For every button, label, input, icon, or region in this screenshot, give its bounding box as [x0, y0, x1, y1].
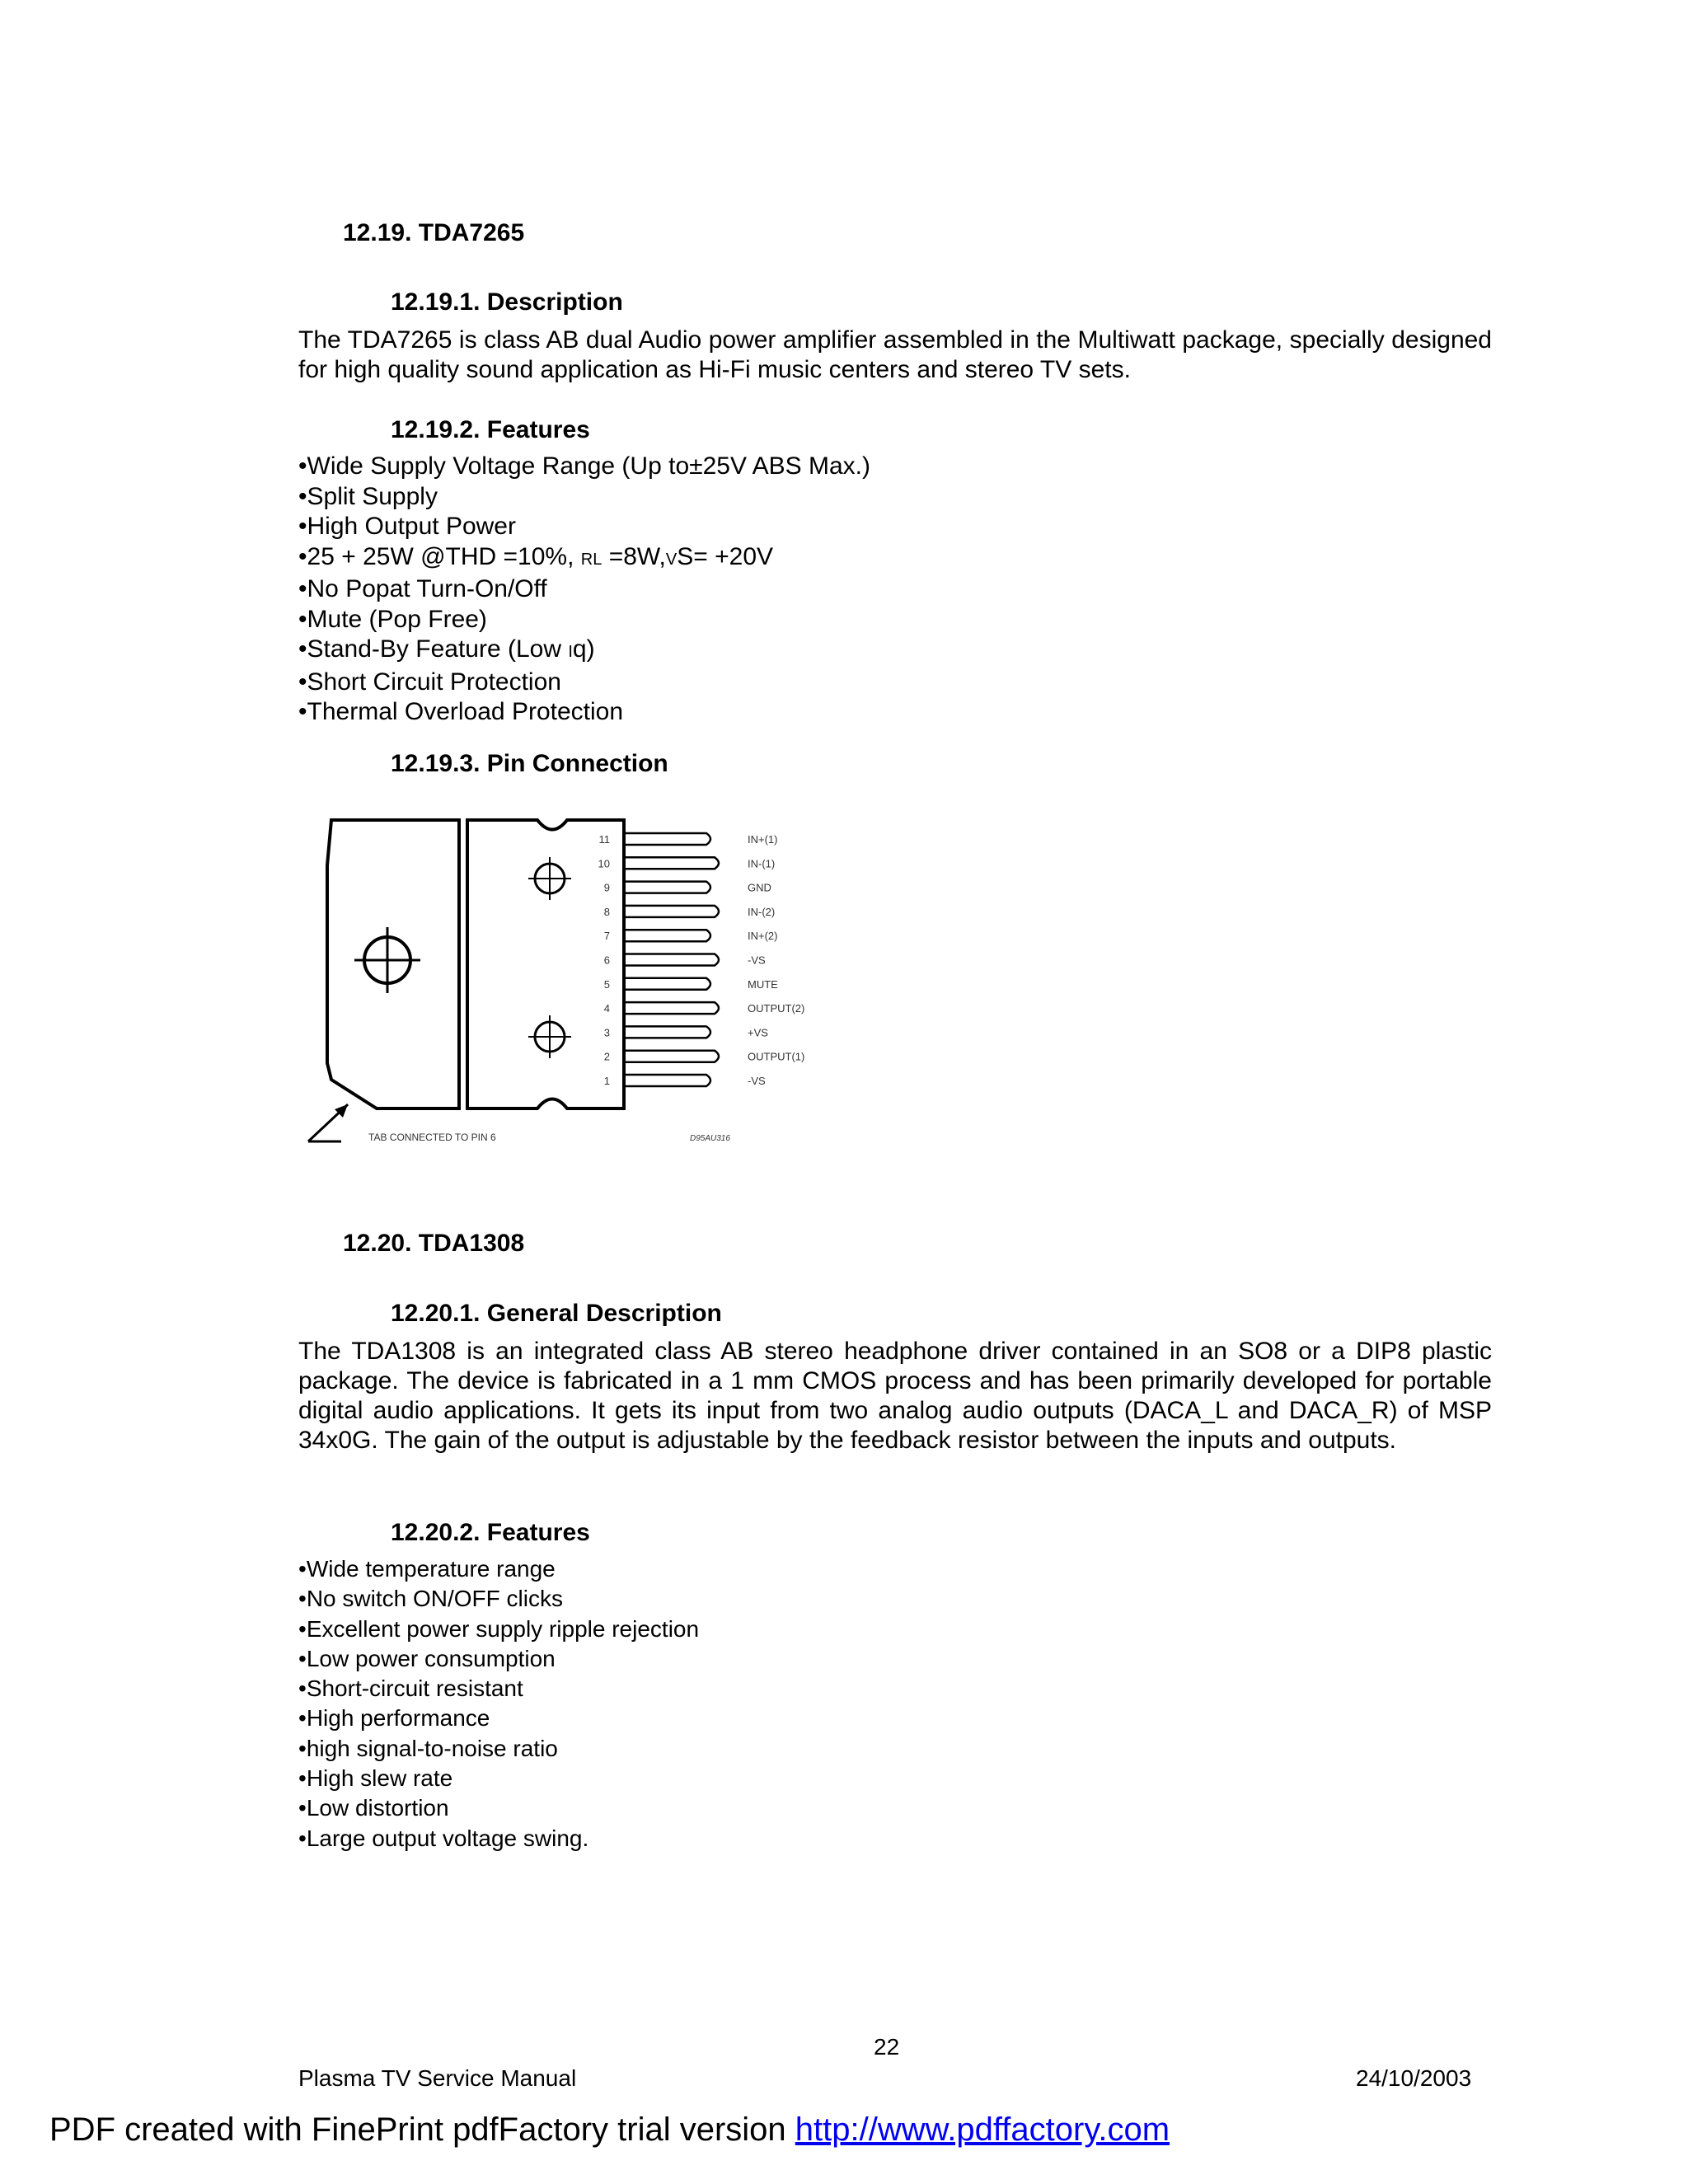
- pin-label: IN+(1): [748, 833, 778, 846]
- page-number: 22: [874, 2034, 900, 2060]
- tab-arrow-icon: [308, 1104, 348, 1141]
- description-heading: 12.19.1. Description: [391, 288, 623, 316]
- body-hole-bottom-icon: [528, 1015, 571, 1058]
- pin-row: [599, 833, 778, 846]
- pin-number: 7: [603, 930, 610, 943]
- list-item: • Short-circuit resistant: [298, 1674, 699, 1704]
- pin-lead: [624, 833, 710, 845]
- pin-label: OUTPUT(1): [748, 1050, 805, 1063]
- list-item: • Low power consumption: [298, 1644, 699, 1674]
- pin-row: [604, 906, 775, 918]
- pin-lead: [624, 930, 710, 941]
- pin-connection-diagram: [298, 816, 842, 1154]
- list-item: • Wide Supply Voltage Range (Up to±25V ABS Max.): [298, 452, 870, 482]
- pin-row: [604, 954, 766, 967]
- pdffactory-link[interactable]: http://www.pdffactory.com: [795, 2111, 1170, 2148]
- features-heading: 12.19.2. Features: [391, 416, 590, 443]
- pin-row: [604, 930, 778, 942]
- features-heading-tda1308: 12.20.2. Features: [391, 1519, 590, 1546]
- list-item: • No switch ON/OFF clicks: [298, 1584, 699, 1614]
- list-item: • Large output voltage swing.: [298, 1824, 699, 1854]
- pin-number: 2: [603, 1050, 610, 1063]
- pin-number: 6: [603, 954, 610, 967]
- trial-banner-text: PDF created with FinePrint pdfFactory trial version: [49, 2111, 795, 2148]
- pin-label: IN-(2): [748, 905, 776, 918]
- list-item: • Mute (Pop Free): [298, 605, 870, 635]
- pin-label: IN-(1): [748, 857, 776, 870]
- diagram-code: D95AU316: [690, 1134, 730, 1143]
- pin-lead: [624, 1002, 719, 1014]
- body-hole-top-icon: [528, 857, 571, 900]
- pin-number: 3: [603, 1026, 610, 1039]
- pin-lead: [624, 1051, 719, 1062]
- pin-row: [604, 1051, 805, 1063]
- pin-lead: [624, 1075, 710, 1086]
- trial-banner: [49, 2111, 1170, 2149]
- list-item: • High slew rate: [298, 1764, 699, 1793]
- pin-number: 10: [598, 857, 610, 870]
- pin-number: 1: [603, 1075, 610, 1087]
- tab-mounting-hole-icon: [354, 927, 420, 993]
- pin-number: 4: [603, 1002, 610, 1015]
- pin-label: GND: [748, 881, 771, 894]
- list-item: • Wide temperature range: [298, 1554, 699, 1584]
- pin-lead: [624, 906, 719, 917]
- list-item: • 25 + 25W @THD =10%, RL =8W,VS= +20V: [298, 542, 870, 575]
- features-list-tda1308: [298, 1554, 699, 1854]
- pin-lead: [624, 1026, 710, 1038]
- list-item: • Short Circuit Protection: [298, 668, 870, 698]
- features-list: [298, 452, 870, 728]
- pin-row: [604, 882, 771, 894]
- list-item: • Stand-By Feature (Low Iq): [298, 635, 870, 668]
- list-item: • high signal-to-noise ratio: [298, 1734, 699, 1764]
- list-item: • Thermal Overload Protection: [298, 697, 870, 728]
- list-item: • Excellent power supply ripple rejection: [298, 1615, 699, 1644]
- pin-lead: [624, 882, 710, 893]
- package-tab-outline: [327, 820, 459, 1108]
- list-item: • No Popat Turn-On/Off: [298, 574, 870, 605]
- pin-label: IN+(2): [748, 930, 778, 943]
- general-description-heading: 12.20.1. General Description: [391, 1300, 722, 1327]
- pin-connection-heading: 12.19.3. Pin Connection: [391, 750, 668, 777]
- pin-number: 11: [598, 833, 610, 846]
- pin-row: [604, 1002, 805, 1015]
- pin-label: +VS: [748, 1026, 768, 1039]
- pin-row: [604, 1075, 766, 1087]
- pin-row: [604, 1026, 768, 1038]
- description-text: The TDA7265 is class AB dual Audio power amplifier assembled in the Multiwatt package, specially designed for high quality sound application as Hi-Fi music centers and stereo TV sets.: [298, 326, 1492, 383]
- pin-label: -VS: [748, 1075, 766, 1087]
- footer-date: 24/10/2003: [1356, 2065, 1472, 2091]
- tab-note: TAB CONNECTED TO PIN 6: [368, 1132, 496, 1143]
- pin-label: OUTPUT(2): [748, 1002, 805, 1015]
- list-item: • Split Supply: [298, 482, 870, 513]
- list-item: • High performance: [298, 1704, 699, 1733]
- list-item: • High Output Power: [298, 512, 870, 542]
- pin-label: MUTE: [748, 977, 778, 991]
- section-heading-tda7265: 12.19. TDA7265: [343, 219, 525, 246]
- pin-label: -VS: [748, 954, 766, 967]
- pin-lead: [624, 857, 719, 869]
- general-description-text: The TDA1308 is an integrated class AB stereo headphone driver contained in an SO8 or a DIP8 plastic package. The device is fabricated in a 1 mm CMOS process and has been primarily developed for portable digital audio applications. It gets its input from two analog audio outputs (DACA_L and DACA_R) of MSP 34x0G. The gain of the output is adjustable by the feedback resistor between the inputs and outputs.: [298, 1338, 1492, 1454]
- pin-number: 5: [603, 977, 610, 991]
- pin-row: [604, 978, 778, 991]
- pin-number: 9: [603, 881, 610, 894]
- pin-lead: [624, 954, 719, 966]
- list-item: • Low distortion: [298, 1793, 699, 1823]
- footer-title: Plasma TV Service Manual: [298, 2065, 577, 2091]
- section-heading-tda1308: 12.20. TDA1308: [343, 1230, 525, 1257]
- pin-lead: [624, 978, 710, 990]
- pin-number: 8: [603, 905, 610, 918]
